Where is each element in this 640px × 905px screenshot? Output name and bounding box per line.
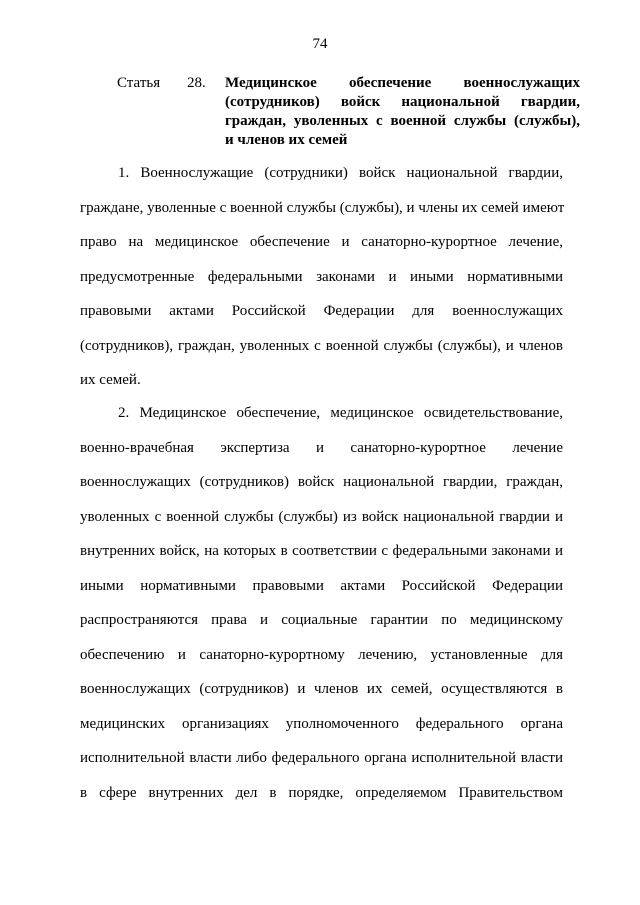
- paragraph-1: [80, 163, 563, 405]
- text-line: 1. Военнослужащие (сотрудники) войск национальной гвардии,: [118, 165, 563, 181]
- text-line: 2. Медицинское обеспечение, медицинское освидетельствование,: [118, 405, 563, 421]
- text-line: военнослужащих (сотрудников) и членов их семей, осуществляются в: [80, 681, 563, 697]
- text-line: военно-врачебная экспертиза и санаторно-курортное лечение: [80, 439, 563, 456]
- text-line: (сотрудников), граждан, уволенных с военной службы (службы), и членов: [80, 337, 563, 354]
- page-number: 74: [312, 36, 328, 52]
- text-line: военнослужащих (сотрудников) войск национальной гвардии, граждан,: [80, 474, 563, 490]
- text-line: внутренних войск, на которых в соответствии с федеральными законами и: [80, 543, 563, 559]
- text-line: иными нормативными правовыми актами Российской Федерации: [80, 577, 563, 594]
- text-line: уволенных с военной службы (службы) из войск национальной гвардии и: [80, 508, 563, 525]
- article-title-line: Медицинское обеспечение военнослужащих: [225, 75, 580, 91]
- text-line: граждане, уволенные с военной службы (службы), и члены их семей имеют: [80, 199, 565, 216]
- article-title: [225, 74, 580, 150]
- text-line: обеспечению и санаторно-курортному лечению, установленные для: [80, 646, 563, 663]
- article-label: Статья: [117, 75, 161, 91]
- text-line: предусмотренные федеральными законами и иными нормативными: [80, 268, 563, 285]
- article-title-line: (сотрудников) войск национальной гвардии,: [225, 94, 580, 110]
- paragraph-2: [80, 403, 563, 817]
- text-line: их семей.: [80, 372, 141, 388]
- text-line: медицинских организациях уполномоченного федерального органа: [80, 715, 563, 732]
- text-line: правовыми актами Российской Федерации для военнослужащих: [80, 303, 563, 319]
- article-title-line: граждан, уволенных с военной службы (службы),: [225, 113, 580, 129]
- text-line: право на медицинское обеспечение и санаторно-курортное лечение,: [80, 234, 563, 250]
- article-title-line: и членов их семей: [225, 132, 348, 148]
- text-line: в сфере внутренних дел в порядке, определяемом Правительством: [80, 784, 563, 801]
- article-number: 28.: [187, 75, 206, 91]
- text-line: распространяются права и социальные гарантии по медицинскому: [80, 612, 563, 628]
- text-line: исполнительной власти либо федерального органа исполнительной власти: [80, 750, 563, 766]
